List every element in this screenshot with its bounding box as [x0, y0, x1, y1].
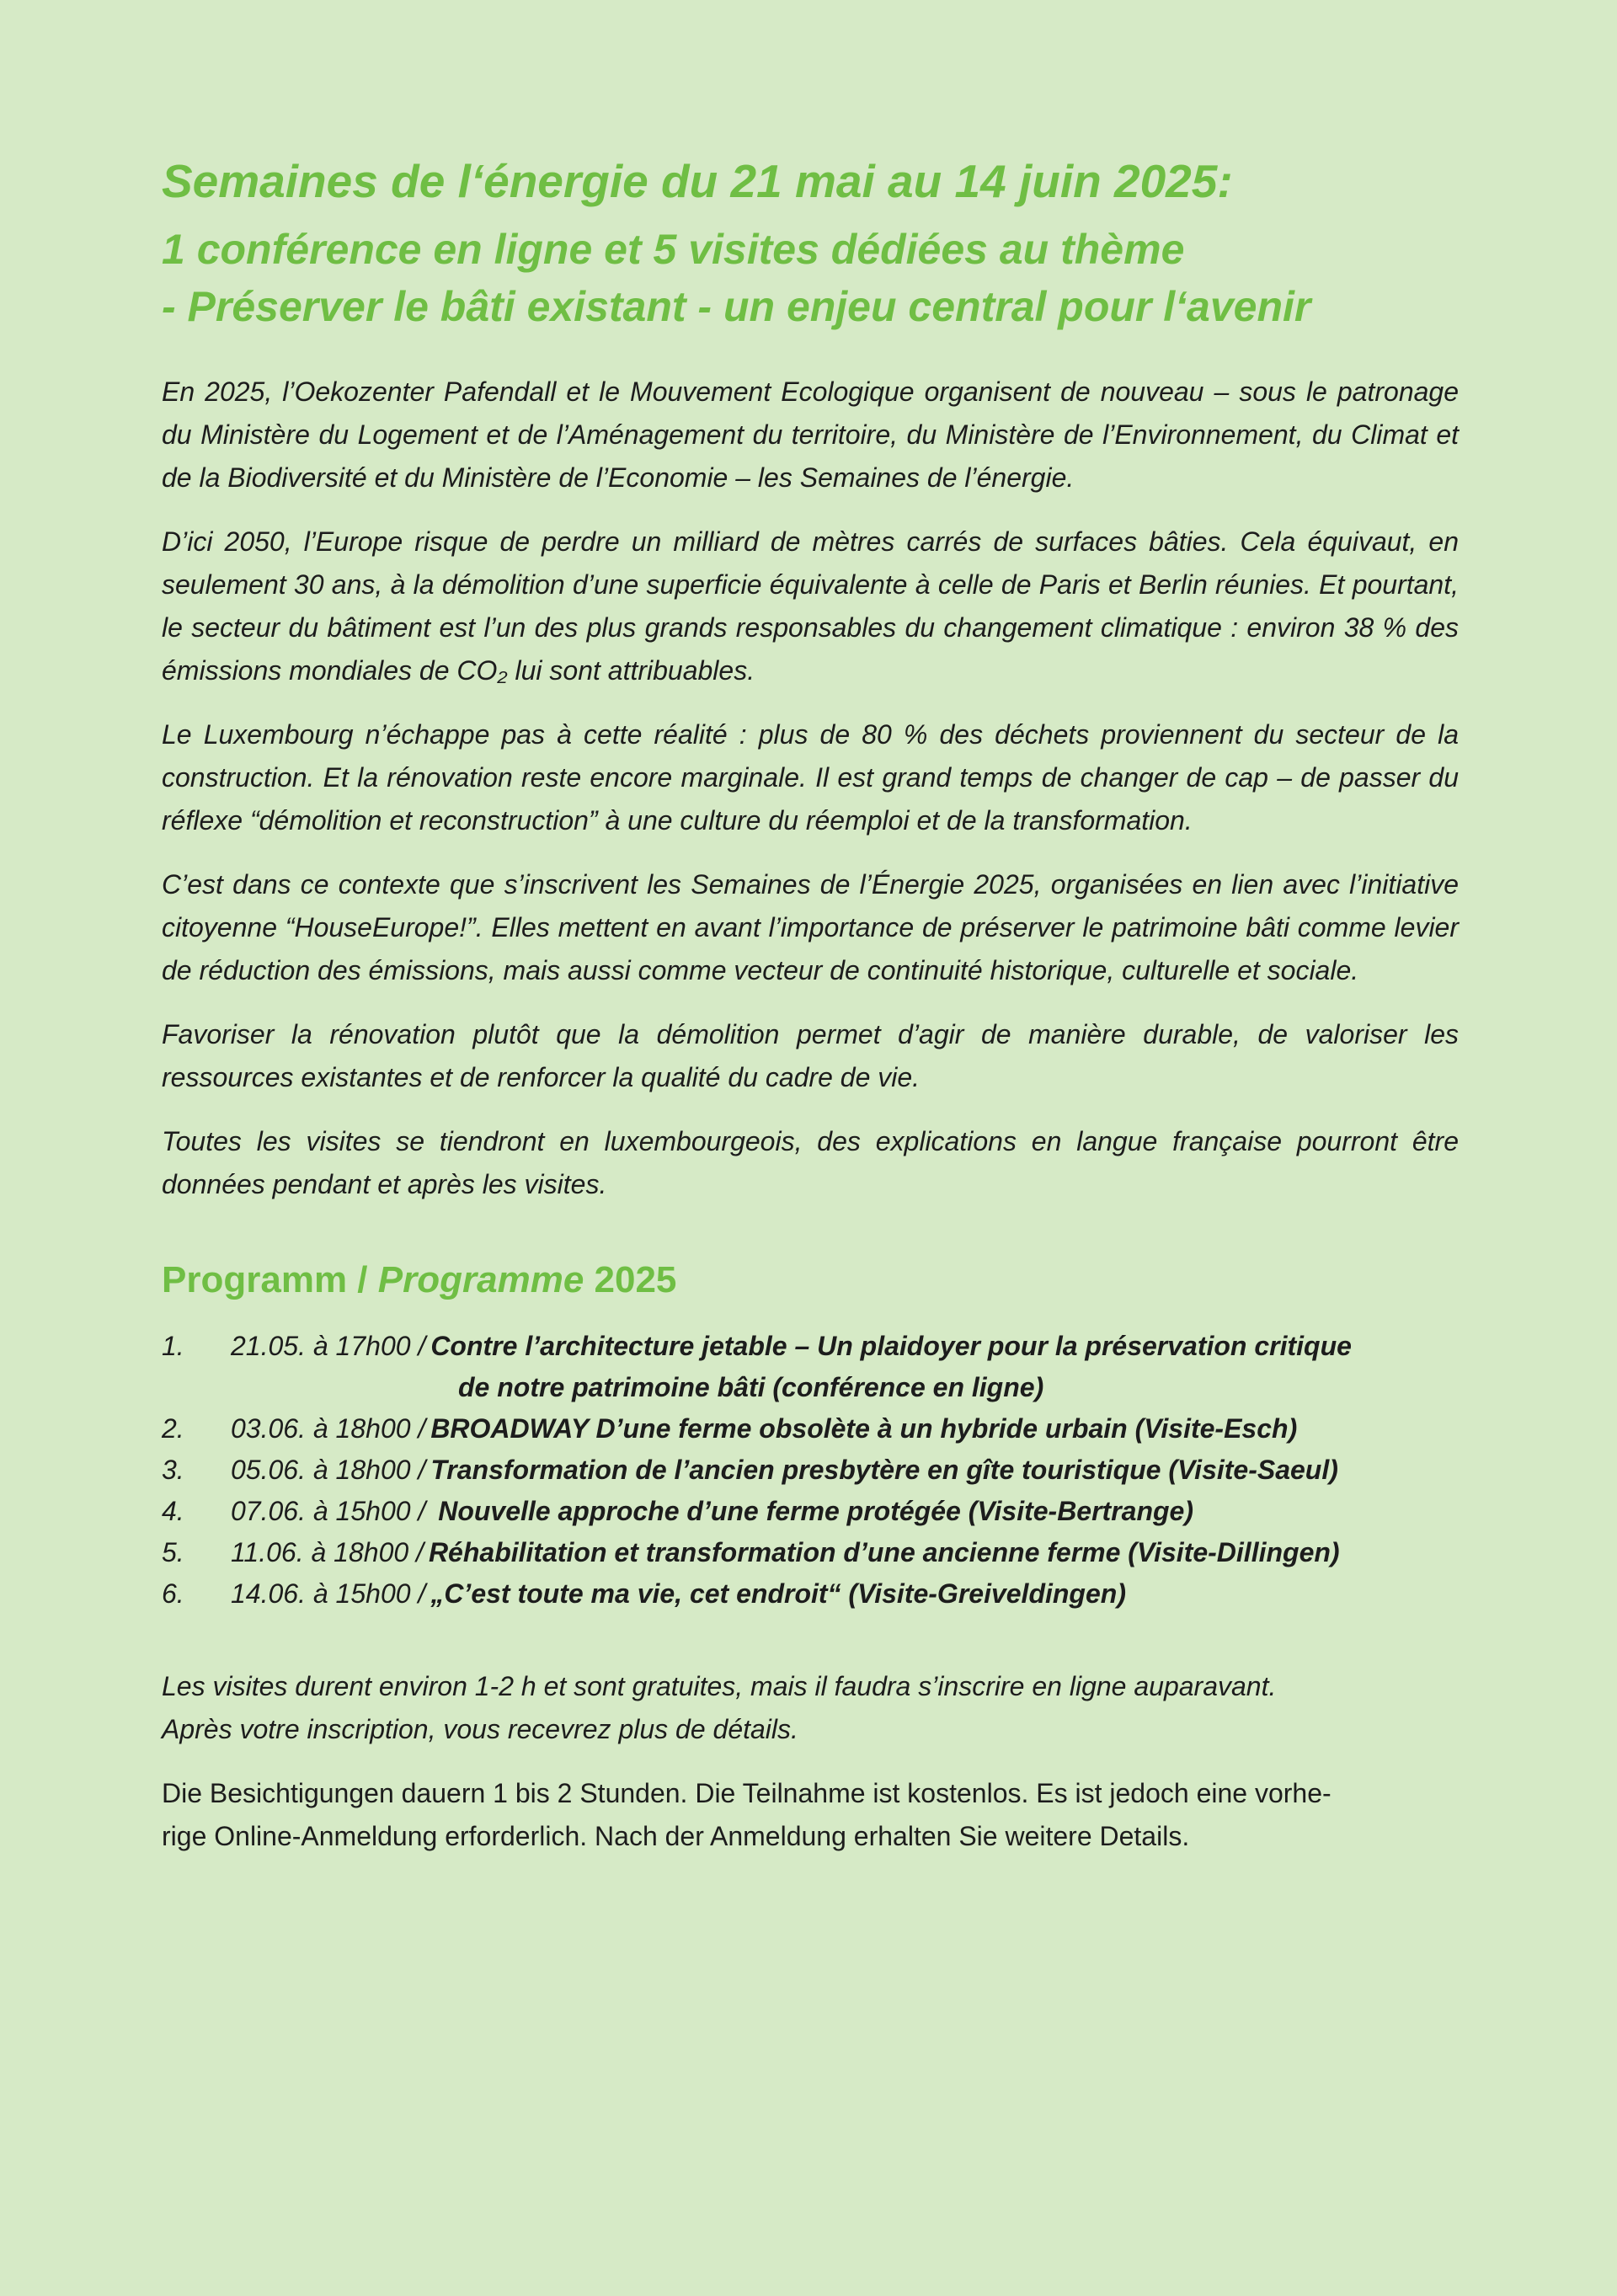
paragraph-1: En 2025, l’Oekozenter Pafendall et le Mouvement Ecologique organisent de nouveau – sous le patronage du Ministère du Logement et de l’Aménagement du territoire, du Ministère de l’Environnement, du Climat et de la Biodiversité et du Ministère de l’Economie – les Semaines de l’énergie.	[162, 376, 1459, 493]
programme-label-fr: Programme	[377, 1259, 584, 1300]
item-title-continued: de notre patrimoine bâti (conférence en ligne)	[458, 1372, 1044, 1402]
item-title: Contre l’architecture jetable – Un plaidoyer pour la préservation critique	[430, 1331, 1352, 1361]
visit-note-german-line-2: rige Online-Anmeldung erforderlich. Nach der Anmeldung erhalten Sie weitere Details.	[162, 1821, 1190, 1851]
paragraph-6: Toutes les visites se tiendront en luxembourgeois, des explications en langue française pourront être données pendant et après les visites.	[162, 1126, 1459, 1199]
visit-note-german-line-1: Die Besichtigungen dauern 1 bis 2 Stunden. Die Teilnahme ist kostenlos. Es ist jedoch eine vorhe-	[162, 1778, 1331, 1808]
subtitle-line-1: 1 conférence en ligne et 5 visites dédiées au thème	[162, 226, 1185, 273]
item-title: „C’est toute ma vie, cet endroit“ (Visite-Greiveldingen)	[430, 1578, 1126, 1609]
item-number: 3.	[162, 1455, 184, 1485]
item-date: 21.05. à 17h00 /	[231, 1331, 426, 1361]
item-title: BROADWAY D’une ferme obsolète à un hybride urbain (Visite-Esch)	[430, 1413, 1298, 1444]
programme-list	[162, 1326, 1459, 1615]
item-date: 07.06. à 15h00 /	[231, 1496, 426, 1526]
item-number: 4.	[162, 1496, 184, 1526]
intro-text	[162, 371, 1459, 1206]
item-number: 5.	[162, 1537, 184, 1567]
programme-heading	[162, 1255, 1459, 1306]
paragraph-4: C’est dans ce contexte que s’inscrivent les Semaines de l’Énergie 2025, organisées en lien avec l’initiative citoyenne “HouseEurope!”. Elles mettent en avant l’importance de préserver le patrimoine bâti comme levier de réduction des émissions, mais aussi comme vecteur de continuité historique, culturelle et sociale.	[162, 869, 1459, 985]
programme-label-de: Programm /	[162, 1259, 378, 1300]
main-title: Semaines de l‘énergie du 21 mai au 14 juin 2025:	[162, 155, 1233, 207]
visit-note-german	[162, 1772, 1459, 1858]
paragraph-3: Le Luxembourg n’échappe pas à cette réalité : plus de 80 % des déchets proviennent du secteur de la construction. Et la rénovation reste encore marginale. Il est grand temps de changer de cap – de passer du réflexe “démolition et reconstruction” à une culture du réemploi et de la transformation.	[162, 719, 1459, 836]
programme-item	[162, 1408, 1459, 1450]
item-date: 11.06. à 18h00 /	[231, 1537, 424, 1567]
programme-item	[162, 1491, 1459, 1532]
programme-item	[162, 1450, 1459, 1491]
item-title: Nouvelle approche d’une ferme protégée (Visite-Bertrange)	[430, 1496, 1193, 1526]
subtitle-line-2: - Préserver le bâti existant - un enjeu central pour l‘avenir	[162, 283, 1311, 330]
paragraph-2: D’ici 2050, l’Europe risque de perdre un milliard de mètres carrés de surfaces bâties. Cela équivaut, en seulement 30 ans, à la démolition d’une superficie équivalente à celle de Paris et Berlin réunies. Et pourtant, le secteur du bâtiment est l’un des plus grands responsables du changement climatique : environ 38 % des émissions mondiales de CO₂ lui sont attribuables.	[162, 526, 1459, 686]
visit-note-french	[162, 1665, 1459, 1751]
visit-note-french-line-1: Les visites durent environ 1-2 h et sont gratuites, mais il faudra s’inscrire en ligne auparavant.	[162, 1671, 1277, 1701]
item-title: Transformation de l’ancien presbytère en gîte touristique (Visite-Saeul)	[430, 1455, 1338, 1485]
programme-item	[162, 1326, 1459, 1408]
document-page	[162, 152, 1459, 1858]
paragraph-5: Favoriser la rénovation plutôt que la démolition permet d’agir de manière durable, de valoriser les ressources existantes et de renforcer la qualité du cadre de vie.	[162, 1019, 1459, 1092]
programme-item	[162, 1573, 1459, 1615]
visit-note-french-line-2: Après votre inscription, vous recevrez plus de détails.	[162, 1714, 798, 1744]
item-number: 6.	[162, 1578, 184, 1609]
item-date: 03.06. à 18h00 /	[231, 1413, 426, 1444]
item-number: 1.	[162, 1331, 184, 1361]
programme-item	[162, 1532, 1459, 1573]
programme-year: 2025	[584, 1259, 677, 1300]
item-number: 2.	[162, 1413, 184, 1444]
item-title: Réhabilitation et transformation d’une ancienne ferme (Visite-Dillingen)	[428, 1537, 1340, 1567]
item-date: 14.06. à 15h00 /	[231, 1578, 426, 1609]
item-date: 05.06. à 18h00 /	[231, 1455, 426, 1485]
